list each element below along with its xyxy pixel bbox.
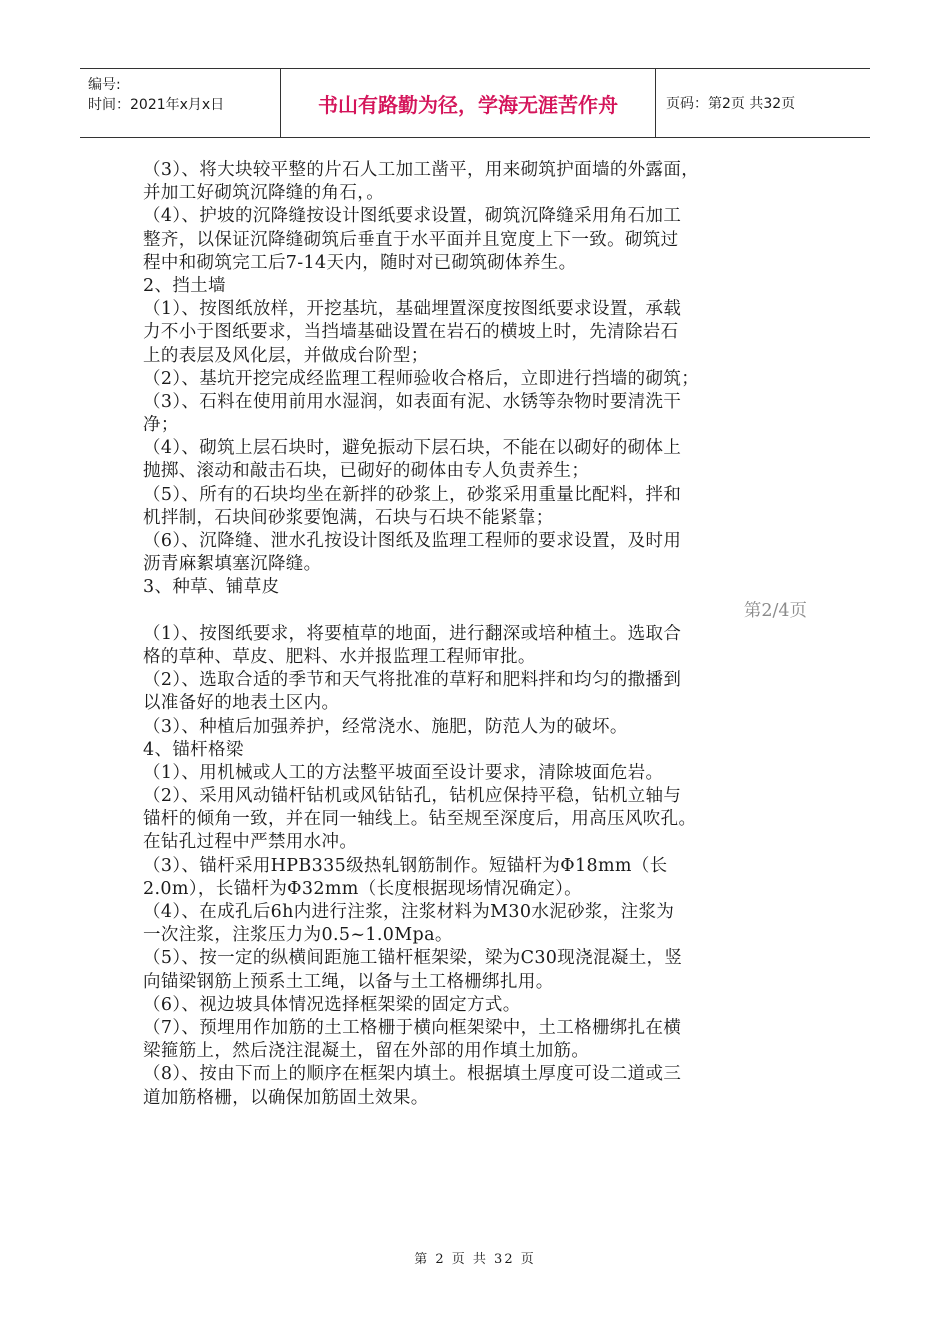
page-info: 页码：第2页 共32页 [666,96,796,112]
text-line: （3）、石料在使用前用水湿润，如表面有泥、水锈等杂物时要清洗干 [143,391,682,412]
text-line: （4）、砌筑上层石块时，避免振动下层石块，不能在以砌好的砌体上 [143,438,682,459]
text-line: 梁箍筋上，然后浇注混凝土，留在外部的用作填土加筋。 [143,1041,590,1062]
header-left-cell [80,69,281,137]
text-line: （6）、沉降缝、泄水孔按设计图纸及监理工程师的要求设置，及时用 [143,531,682,551]
text-line: 2、挡土墙 [143,275,226,296]
text-line: 力不小于图纸要求，当挡墙基础设置在岩石的横坡上时，先清除岩石 [143,322,679,343]
text-line: 整齐，以保证沉降缝砌筑后垂直于水平面并且宽度上下一致。砌筑过 [143,229,679,250]
text-line: 机拌制，石块间砂浆要饱满，石块与石块不能紧靠； [143,507,554,528]
page-mark: 第2/4页 [743,600,807,621]
text-line: （4）、护坡的沉降缝按设计图纸要求设置，砌筑沉降缝采用角石加工 [143,206,682,227]
text-line: （4）、在成孔后6h内进行注浆，注浆材料为M30水泥砂浆，注浆为 [143,902,675,922]
text-line: （3）、种植后加强养护，经常浇水、施肥，防范人为的破坏。 [143,716,628,737]
text-line: 格的草种、草皮、肥料、水并报监理工程师审批。 [143,646,536,667]
text-block-2 [143,623,815,1110]
text-line: （1）、按图纸要求，将要植草的地面，进行翻深或培种植土。选取合 [143,623,682,644]
text-line: （8）、按由下而上的顺序在框架内填土。根据填土厚度可设二道或三 [143,1064,682,1085]
text-line: （5）、所有的石块均坐在新拌的砂浆上，砂浆采用重量比配料，拌和 [143,484,682,505]
text-line: （3）、锚杆采用HPB335级热轧钢筋制作。短锚杆为Φ18mm（长 [143,855,668,876]
text-line: 沥青麻絮填塞沉降缝。 [143,554,322,575]
text-line: （2）、选取合适的季节和天气将批准的草籽和肥料拌和均匀的撒播到 [143,670,682,691]
text-line: （5）、按一定的纵横间距施工锚杆框架梁，梁为C30现浇混凝土，竖 [143,948,683,969]
text-line: 3、种草、铺草皮 [143,577,280,598]
text-line: 4、锚杆格梁 [143,739,244,760]
document-body [143,159,815,1110]
text-line: 道加筋格栅，以确保加筋固土效果。 [143,1087,429,1108]
text-line: 锚杆的倾角一致，并在同一轴线上。钻至规至深度后，用高压风吹孔。 [143,809,697,830]
text-line: （1）、用机械或人工的方法整平坡面至设计要求，清除坡面危岩。 [143,762,664,783]
text-line: 向锚梁钢筋上预系土工绳，以备与土工格栅绑扎用。 [143,971,554,992]
text-block-1 [143,159,815,600]
text-line: 一次注浆，注浆压力为0.5~1.0Mpa。 [143,925,453,946]
date-label: 时间：2021年x月x日 [88,97,225,113]
text-line: 程中和砌筑完工后7-14天内，随时对已砌筑砌体养生。 [143,252,577,273]
code-label: 编号: [88,77,121,93]
text-line: （3）、将大块较平整的片石人工加工凿平，用来砌筑护面墙的外露面， [143,160,700,180]
text-line: 以准备好的地表土区内。 [143,693,340,714]
page-footer: 第 2 页 共 32 页 [414,1252,536,1267]
text-line: （6）、视边坡具体情况选择框架梁的固定方式。 [143,994,521,1015]
text-line: （7）、预埋用作加筋的土工格栅于横向框架梁中，土工格栅绑扎在横 [143,1017,682,1038]
text-line: 2.0m），长锚杆为Φ32mm（长度根据现场情况确定）。 [143,878,583,899]
text-line: 抛掷、滚动和敲击石块，已砌好的砌体由专人负责养生； [143,461,590,482]
header-table [80,68,870,138]
text-line: 在钻孔过程中严禁用水冲。 [143,832,358,853]
text-line: 上的表层及风化层，并做成台阶型； [143,345,429,366]
motto: 书山有路勤为径，学海无涯苦作舟 [281,69,656,137]
text-line: （2）、基坑开挖完成经监理工程师验收合格后，立即进行挡墙的砌筑； [143,368,700,389]
text-line: 并加工好砌筑沉降缝的角石，。 [143,183,385,204]
text-line: 净； [143,415,179,436]
text-line: （1）、按图纸放样，开挖基坑，基础埋置深度按图纸要求设置，承载 [143,299,682,320]
text-line: （2）、采用风动锚杆钻机或风钻钻孔，钻机应保持平稳，钻机立轴与 [143,786,682,807]
